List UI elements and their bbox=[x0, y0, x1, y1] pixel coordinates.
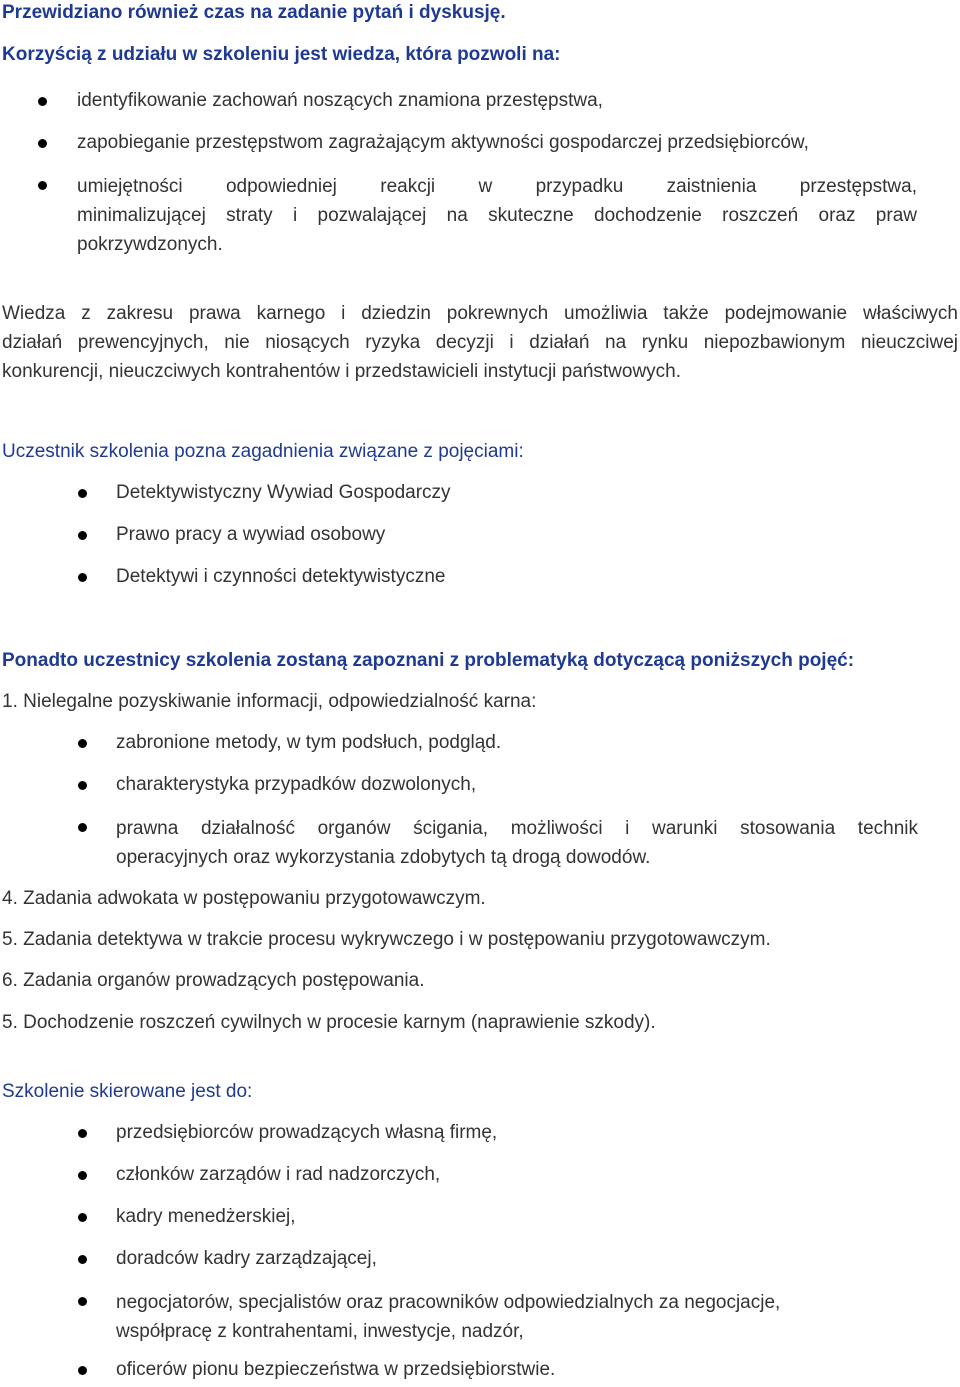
bullet-icon bbox=[78, 1366, 87, 1375]
bullet-icon bbox=[78, 823, 87, 832]
intro-line-2: Korzyścią z udziału w szkoleniu jest wiedza, która pozwoli na: bbox=[2, 44, 561, 65]
paragraph-line-1: Wiedza z zakresu prawa karnego i dziedzin pokrewnych umożliwia także podejmowanie właściwych bbox=[2, 303, 958, 324]
bullet-icon bbox=[38, 181, 47, 190]
benefit-item-3 bbox=[77, 172, 917, 259]
concepts-heading: Uczestnik szkolenia pozna zagadnienia związane z pojęciami: bbox=[2, 441, 524, 462]
topic-subitem-2: charakterystyka przypadków dozwolonych, bbox=[116, 774, 477, 795]
bullet-icon bbox=[78, 1297, 87, 1306]
benefit-item-3-line-1: umiejętności odpowiedniej reakcji w przypadku zaistnienia przestępstwa, bbox=[77, 176, 917, 197]
topics-heading: Ponadto uczestnicy szkolenia zostaną zapoznani z problematyką dotyczącą poniższych pojęć: bbox=[2, 650, 855, 671]
topic-subitem-1: zabronione metody, w tym podsłuch, podgląd. bbox=[116, 732, 502, 753]
concept-item-2: Prawo pracy a wywiad osobowy bbox=[116, 524, 386, 545]
topic-subitem-3-line-1: prawna działalność organów ścigania, możliwości i warunki stosowania technik bbox=[116, 818, 918, 839]
benefit-item-3-line-3: pokrzywdzonych. bbox=[77, 234, 223, 255]
audience-item-3: kadry menedżerskiej, bbox=[116, 1206, 296, 1227]
topic-subitem-3-line-2: operacyjnych oraz wykorzystania zdobytych tą drogą dowodów. bbox=[116, 847, 651, 868]
paragraph-line-3: konkurencji, nieuczciwych kontrahentów i przedstawicieli instytucji państwowych. bbox=[2, 361, 682, 382]
bullet-icon bbox=[78, 781, 87, 790]
topic-item-5: 5. Zadania detektywa w trakcie procesu wykrywczego i w postępowaniu przygotowawczym. bbox=[2, 929, 771, 950]
audience-item-5 bbox=[116, 1288, 780, 1346]
bullet-icon bbox=[78, 1213, 87, 1222]
audience-heading: Szkolenie skierowane jest do: bbox=[2, 1081, 253, 1102]
audience-item-1: przedsiębiorców prowadzących własną firmę, bbox=[116, 1122, 498, 1143]
bullet-icon bbox=[78, 573, 87, 582]
topic-item-4: 4. Zadania adwokata w postępowaniu przygotowawczym. bbox=[2, 888, 486, 909]
audience-item-5-line-1: negocjatorów, specjalistów oraz pracowników odpowiedzialnych za negocjacje, bbox=[116, 1292, 781, 1313]
bullet-icon bbox=[78, 739, 87, 748]
bullet-icon bbox=[78, 1255, 87, 1264]
benefit-item-2: zapobieganie przestępstwom zagrażającym aktywności gospodarczej przedsiębiorców, bbox=[77, 132, 809, 153]
bullet-icon bbox=[38, 139, 47, 148]
audience-item-4: doradców kadry zarządzającej, bbox=[116, 1248, 377, 1269]
bullet-icon bbox=[78, 531, 87, 540]
audience-item-2: członków zarządów i rad nadzorczych, bbox=[116, 1164, 441, 1185]
bullet-icon bbox=[78, 1129, 87, 1138]
bullet-icon bbox=[38, 97, 47, 106]
benefit-item-3-line-2: minimalizującej straty i pozwalającej na skuteczne dochodzenie roszczeń oraz praw bbox=[77, 205, 917, 226]
knowledge-paragraph bbox=[2, 299, 958, 386]
topic-item-5b: 5. Dochodzenie roszczeń cywilnych w procesie karnym (naprawienie szkody). bbox=[2, 1012, 656, 1033]
concept-item-3: Detektywi i czynności detektywistyczne bbox=[116, 566, 446, 587]
audience-item-5-line-2: współpracę z kontrahentami, inwestycje, nadzór, bbox=[116, 1321, 524, 1342]
bullet-icon bbox=[78, 489, 87, 498]
intro-line-1: Przewidziano również czas na zadanie pytań i dyskusję. bbox=[2, 2, 506, 23]
concept-item-1: Detektywistyczny Wywiad Gospodarczy bbox=[116, 482, 451, 503]
topic-item-6: 6. Zadania organów prowadzących postępowania. bbox=[2, 970, 425, 991]
benefit-item-1: identyfikowanie zachowań noszących znamiona przestępstwa, bbox=[77, 90, 603, 111]
audience-item-6: oficerów pionu bezpieczeństwa w przedsiębiorstwie. bbox=[116, 1359, 556, 1380]
topic-item-1: 1. Nielegalne pozyskiwanie informacji, odpowiedzialność karna: bbox=[2, 691, 537, 712]
paragraph-line-2: działań prewencyjnych, nie niosących ryzyka decyzji i działań na rynku niepozbawionym nieuczciwej bbox=[2, 332, 958, 353]
bullet-icon bbox=[78, 1171, 87, 1180]
topic-subitem-3 bbox=[116, 814, 918, 872]
